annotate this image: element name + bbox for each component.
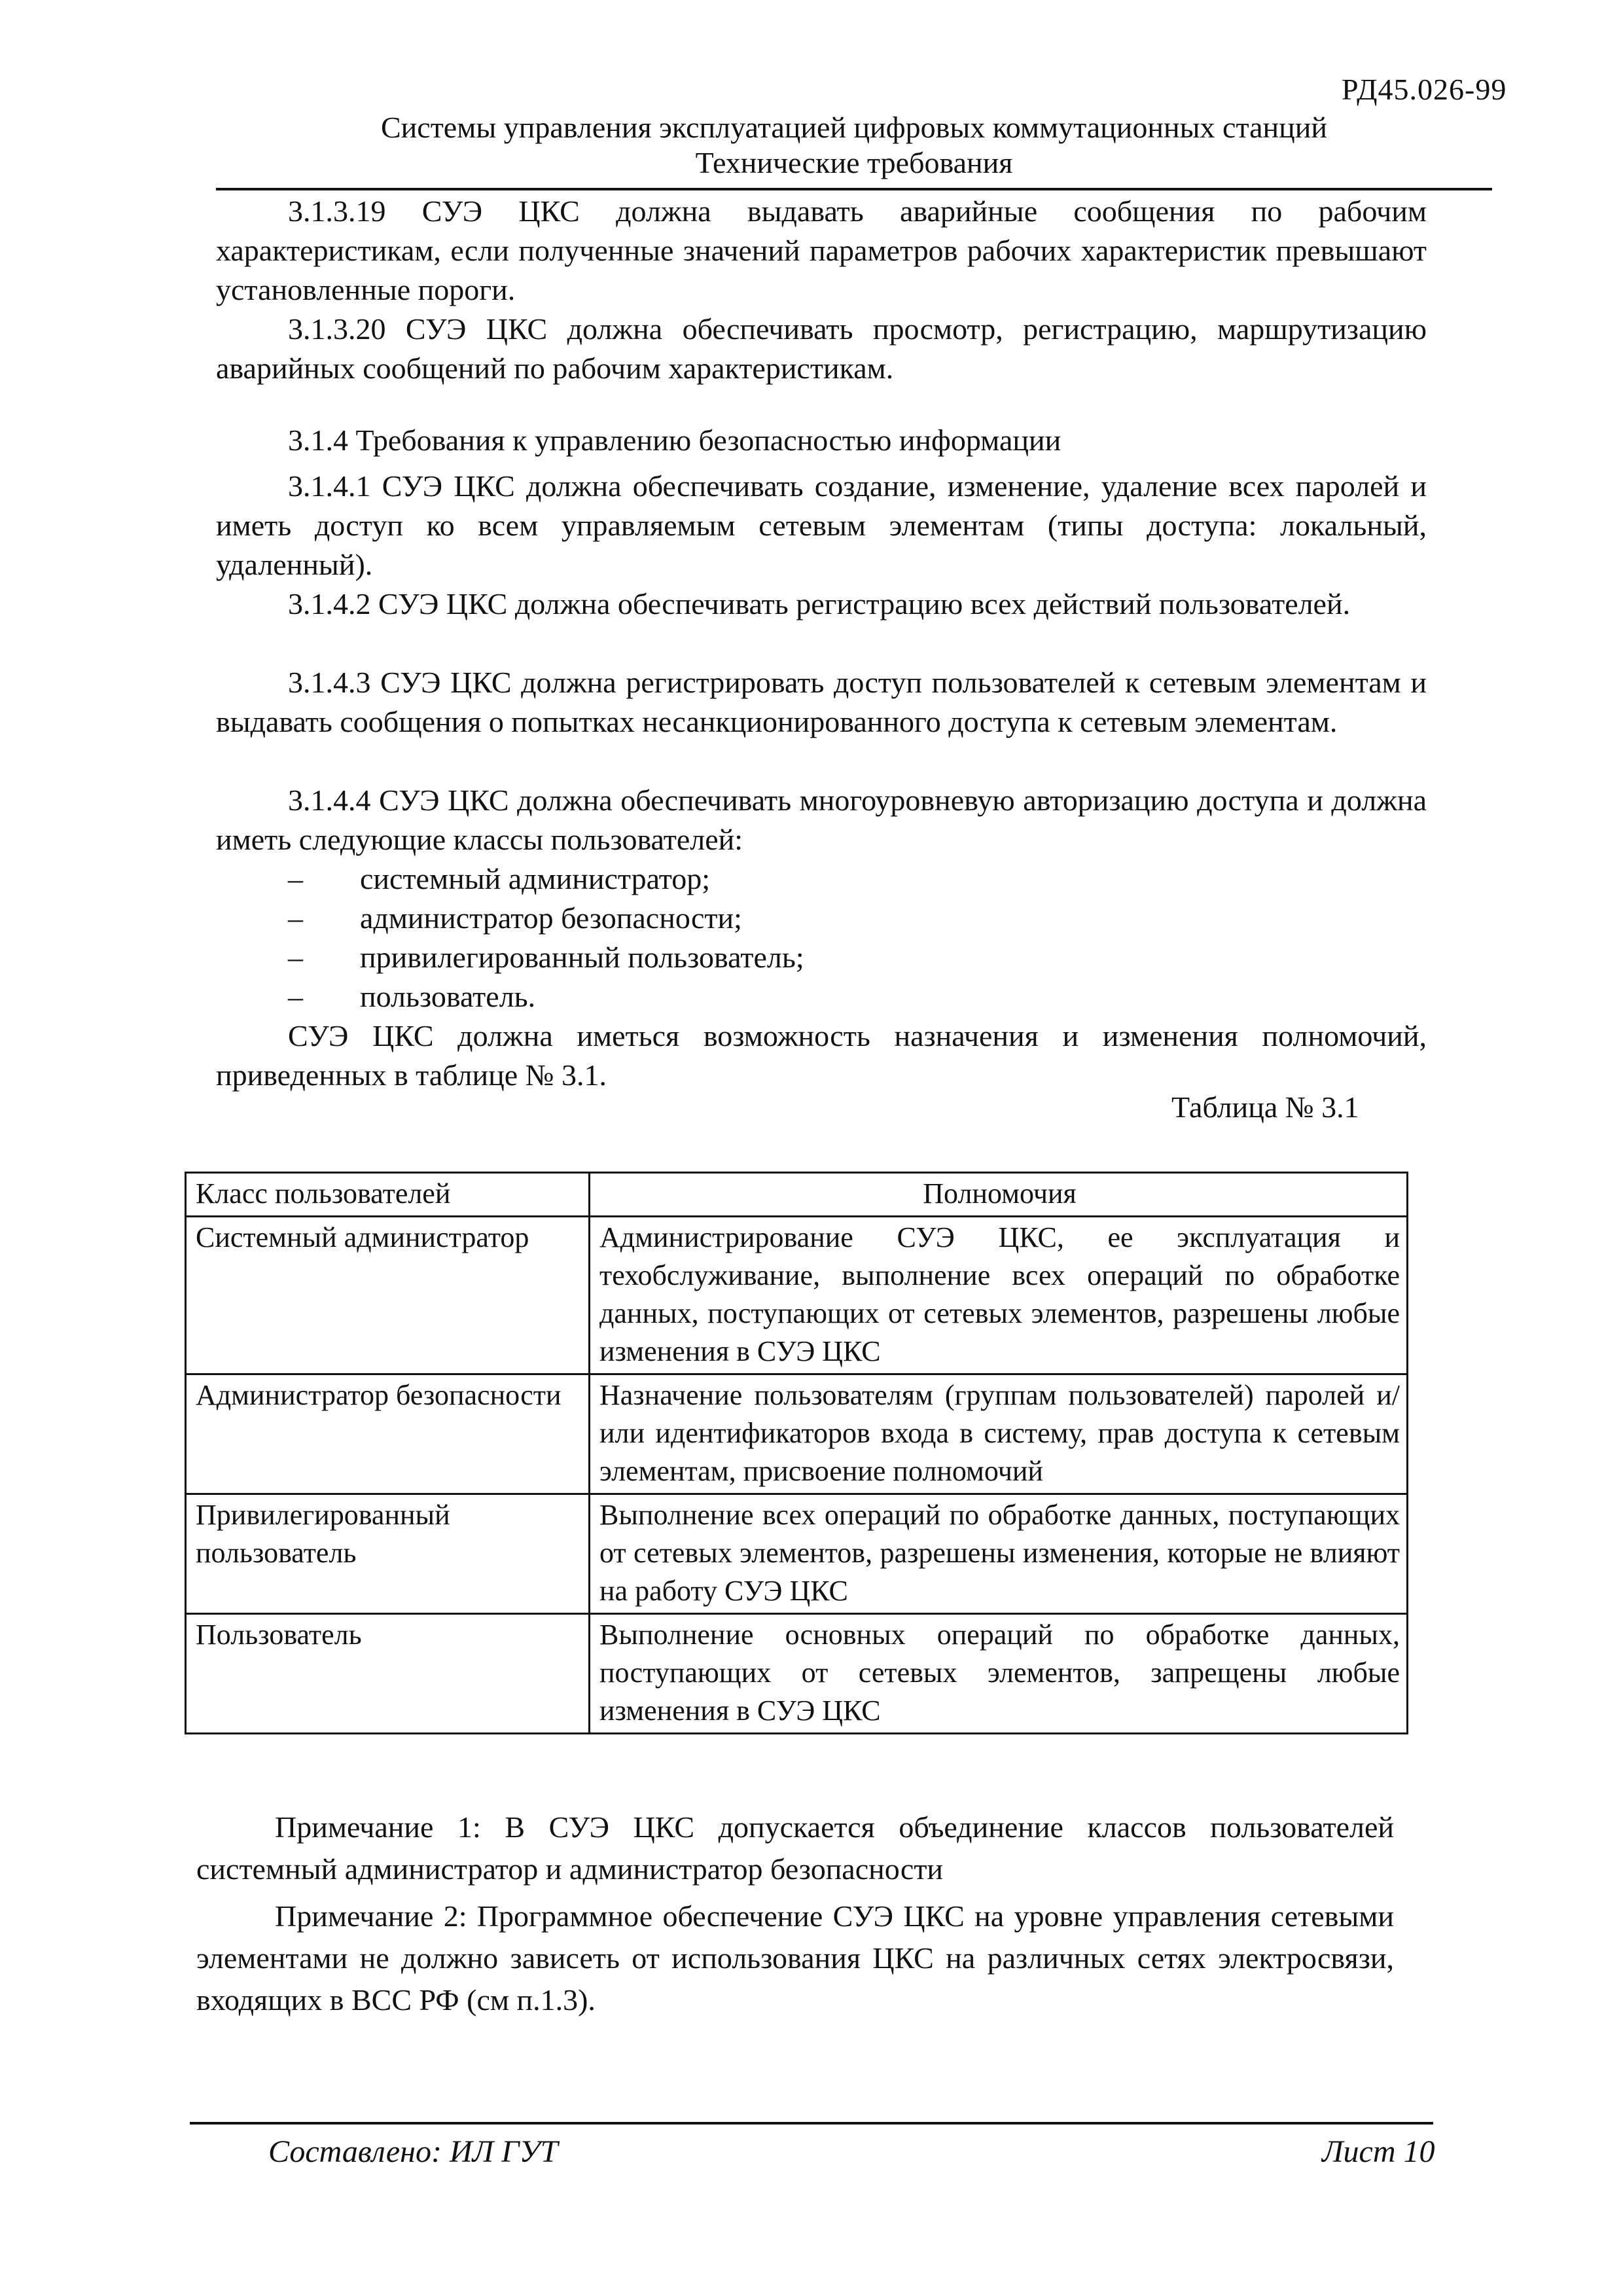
list-item-text: системный администратор; — [360, 862, 711, 895]
list-dash: – — [288, 862, 303, 895]
table-row — [186, 1494, 1408, 1614]
note-1: Примечание 1: В СУЭ ЦКС допускается объединение классов пользователей системный администратор и администратор безопасности — [196, 1810, 1394, 1886]
section-heading-3-1-4: 3.1.4 Требования к управлению безопасностью информации — [288, 423, 1061, 457]
header-rule — [216, 188, 1492, 190]
user-class-cell: Администратор безопасности — [186, 1374, 590, 1494]
paragraph-3-1-4-1: 3.1.4.1 СУЭ ЦКС должна обеспечивать создание, изменение, удаление всех паролей и иметь доступ ко всем управляемым сетевым элементам (типы доступа: локальный, удаленный). — [216, 469, 1427, 581]
footer-rule — [190, 2122, 1433, 2125]
paragraph-assignment: СУЭ ЦКС должна иметься возможность назначения и изменения полномочий, приведенных в таблице № 3.1. — [216, 1019, 1427, 1092]
list-dash: – — [288, 941, 303, 974]
paragraph-3-1-3-19: 3.1.3.19 СУЭ ЦКС должна выдавать аварийные сообщения по рабочим характеристикам, если полученные значений параметров рабочих характеристик превышают установленные пороги. — [216, 194, 1427, 306]
paragraph-3-1-4-3: 3.1.4.3 СУЭ ЦКС должна регистрировать доступ пользователей к сетевым элементам и выдавать сообщения о попытках несанкционированного доступа к сетевым элементам. — [216, 666, 1427, 738]
document-title: Системы управления эксплуатацией цифровых коммутационных станций — [380, 111, 1327, 144]
column-header-class: Класс пользователей — [186, 1173, 590, 1217]
table-row — [186, 1614, 1408, 1734]
footer-compiled-by: Составлено: ИЛ ГУТ — [268, 2134, 558, 2169]
list-item-text: привилегированный пользователь; — [360, 941, 804, 974]
rights-cell: Выполнение всех операций по обработке данных, поступающих от сетевых элементов, разрешены изменения, которые не влияют на работу СУЭ ЦКС — [590, 1494, 1408, 1614]
table-caption: Таблица № 3.1 — [1171, 1090, 1359, 1124]
table-header-row — [186, 1173, 1408, 1217]
document-subtitle: Технические требования — [695, 146, 1013, 179]
user-class-cell: Пользователь — [186, 1614, 590, 1734]
rights-cell: Администрирование СУЭ ЦКС, ее эксплуатация и техобслуживание, выполнение всех операций по обработке данных, поступающих от сетевых элементов, разрешены любые изменения в СУЭ ЦКС — [590, 1217, 1408, 1374]
rights-cell: Выполнение основных операций по обработке данных, поступающих от сетевых элементов, запрещены любые изменения в СУЭ ЦКС — [590, 1614, 1408, 1734]
document-code: РД45.026-99 — [1342, 73, 1507, 106]
list-item-text: администратор безопасности; — [360, 901, 742, 935]
list-dash: – — [288, 901, 303, 935]
paragraph-3-1-4-4: 3.1.4.4 СУЭ ЦКС должна обеспечивать многоуровневую авторизацию доступа и должна иметь следующие классы пользователей: — [216, 783, 1427, 856]
table-row — [186, 1374, 1408, 1494]
column-header-rights: Полномочия — [590, 1173, 1408, 1217]
list-dash: – — [288, 980, 303, 1013]
authority-table — [185, 1172, 1408, 1734]
user-class-cell: Привилегированный пользователь — [186, 1494, 590, 1614]
paragraph-3-1-4-2: 3.1.4.2 СУЭ ЦКС должна обеспечивать регистрацию всех действий пользователей. — [288, 587, 1351, 620]
list-item-text: пользователь. — [360, 980, 536, 1013]
user-class-cell: Системный администратор — [186, 1217, 590, 1374]
footer-sheet-number: Лист 10 — [1322, 2134, 1435, 2169]
paragraph-3-1-3-20: 3.1.3.20 СУЭ ЦКС должна обеспечивать просмотр, регистрацию, маршрутизацию аварийных сообщений по рабочим характеристикам. — [216, 312, 1427, 385]
table-row — [186, 1217, 1408, 1374]
note-2: Примечание 2: Программное обеспечение СУЭ ЦКС на уровне управления сетевыми элементами не должно зависеть от использования ЦКС на различных сетях электросвязи, входящих в ВСС РФ (см п.1.3). — [196, 1899, 1394, 2017]
rights-cell: Назначение пользователям (группам пользователей) паролей и/или идентификаторов входа в систему, прав доступа к сетевым элементам, присвоение полномочий — [590, 1374, 1408, 1494]
